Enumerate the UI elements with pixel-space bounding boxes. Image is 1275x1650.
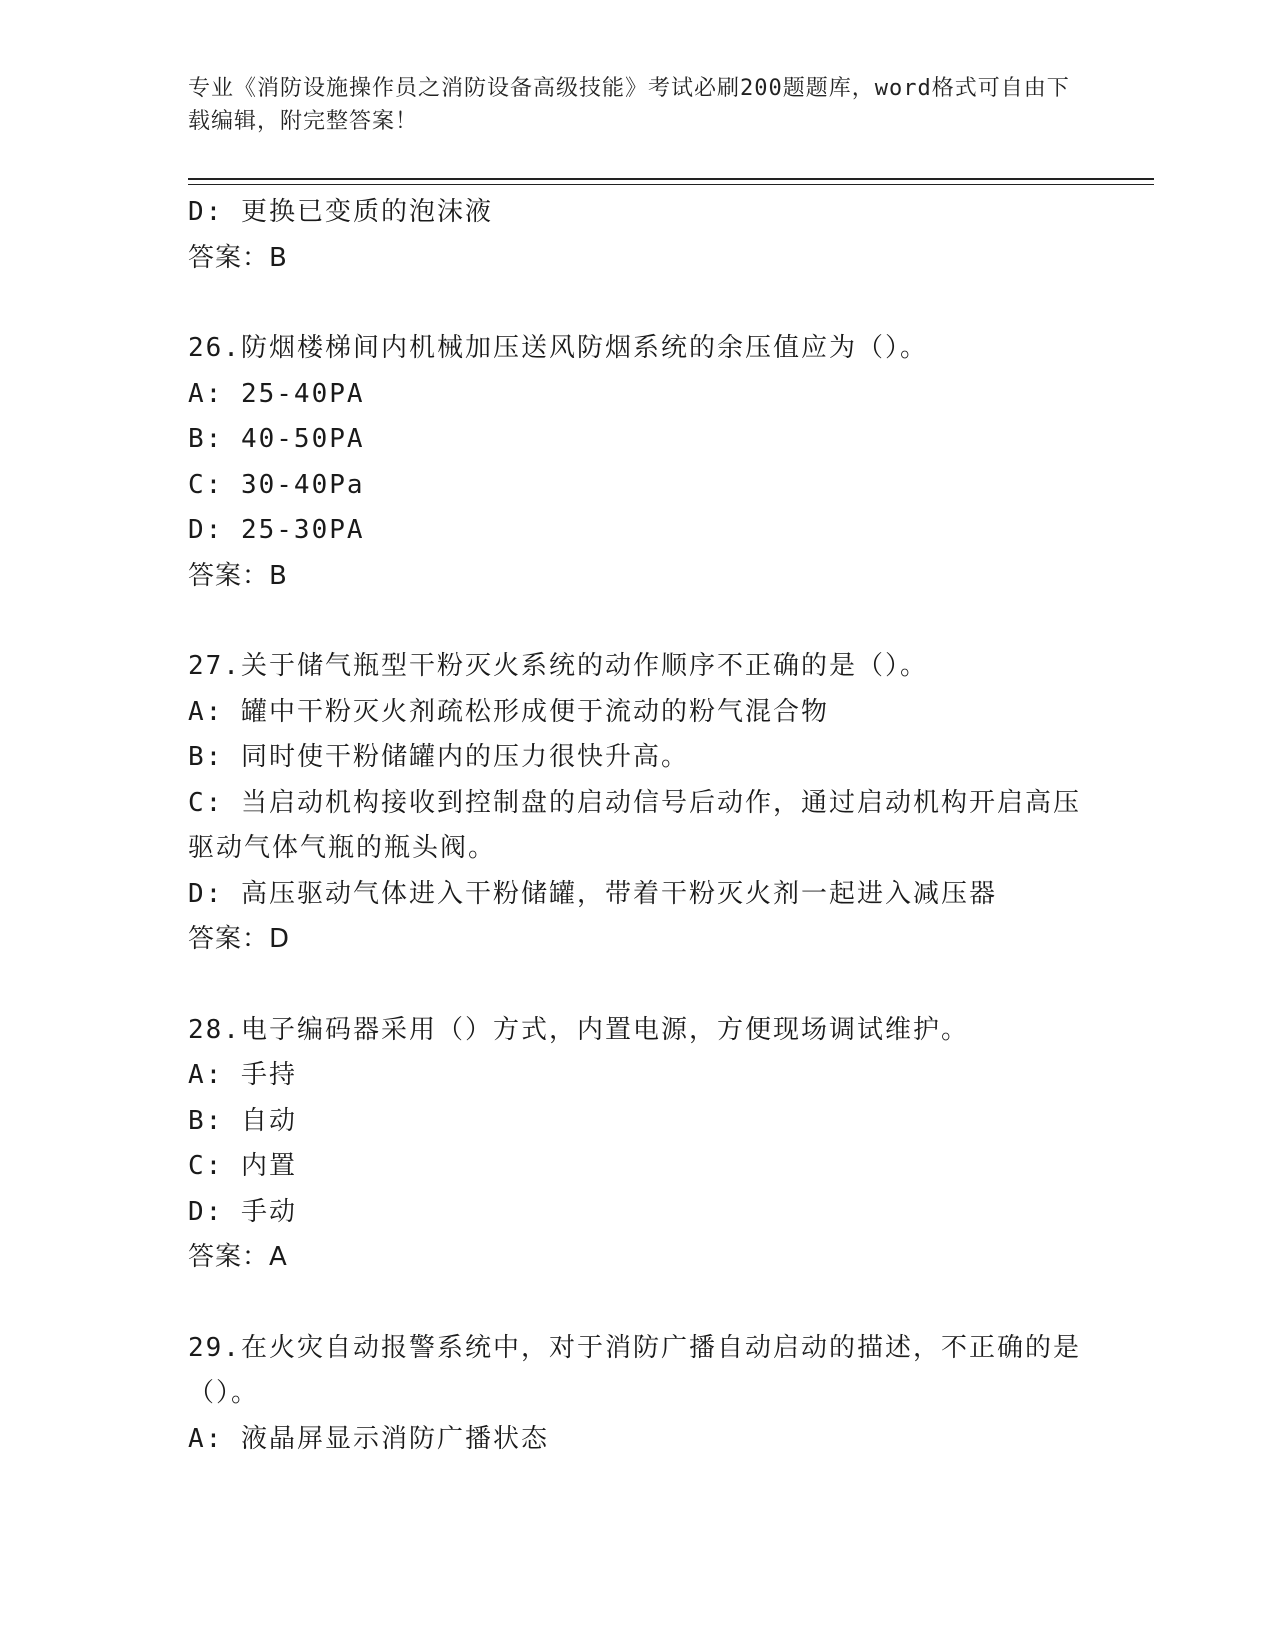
option-d: D: 25-30PA [188,515,365,545]
option-d: D: 手动 [188,1196,297,1227]
document-header [188,72,1088,138]
question-list [188,190,1088,1462]
question-stem: 26.防烟楼梯间内机械加压送风防烟系统的余压值应为（）。 [188,333,928,363]
question-26 [188,326,1088,599]
answer-line: 答案：A [188,1242,288,1272]
option-b: B: 40-50PA [188,424,365,454]
spacer [188,599,1088,644]
question-stem: 27.关于储气瓶型干粉灭火系统的动作顺序不正确的是（）。 [188,651,928,681]
question-28 [188,1008,1088,1281]
option-c: C: 内置 [188,1151,297,1181]
option-b: B: 自动 [188,1105,297,1136]
spacer [188,1281,1088,1326]
option-a: A: 液晶屏显示消防广播状态 [188,1423,549,1454]
option-d: D: 高压驱动气体进入干粉储罐，带着干粉灭火剂一起进入减压器 [188,878,997,909]
answer-line: 答案：B [188,242,288,273]
question-stem: 28.电子编码器采用（）方式，内置电源，方便现场调试维护。 [188,1014,969,1045]
option-a: A: 25-40PA [188,378,365,409]
option-d: D: 更换已变质的泡沫液 [188,197,493,227]
answer-line: 答案：B [188,560,288,591]
option-a: A: 手持 [188,1060,297,1090]
question-29 [188,1326,1088,1463]
spacer [188,281,1088,326]
spacer [188,963,1088,1008]
option-b: B: 同时使干粉储罐内的压力很快升高。 [188,742,689,772]
option-c: C: 30-40Pa [188,469,365,500]
option-a: A: 罐中干粉灭火剂疏松形成便于流动的粉气混合物 [188,696,829,727]
header-divider [188,178,1154,185]
answer-line: 答案：D [188,924,291,954]
question-stem: 29.在火灾自动报警系统中，对于消防广播自动启动的描述，不正确的是（）。 [188,1332,1081,1408]
header-title: 专业《消防设施操作员之消防设备高级技能》考试必刷200题题库，word格式可自由下载编辑，附完整答案！ [188,76,1070,134]
option-c: C: 当启动机构接收到控制盘的启动信号后动作，通过启动机构开启高压驱动气体气瓶的瓶头阀。 [188,787,1081,863]
question-27 [188,644,1088,963]
